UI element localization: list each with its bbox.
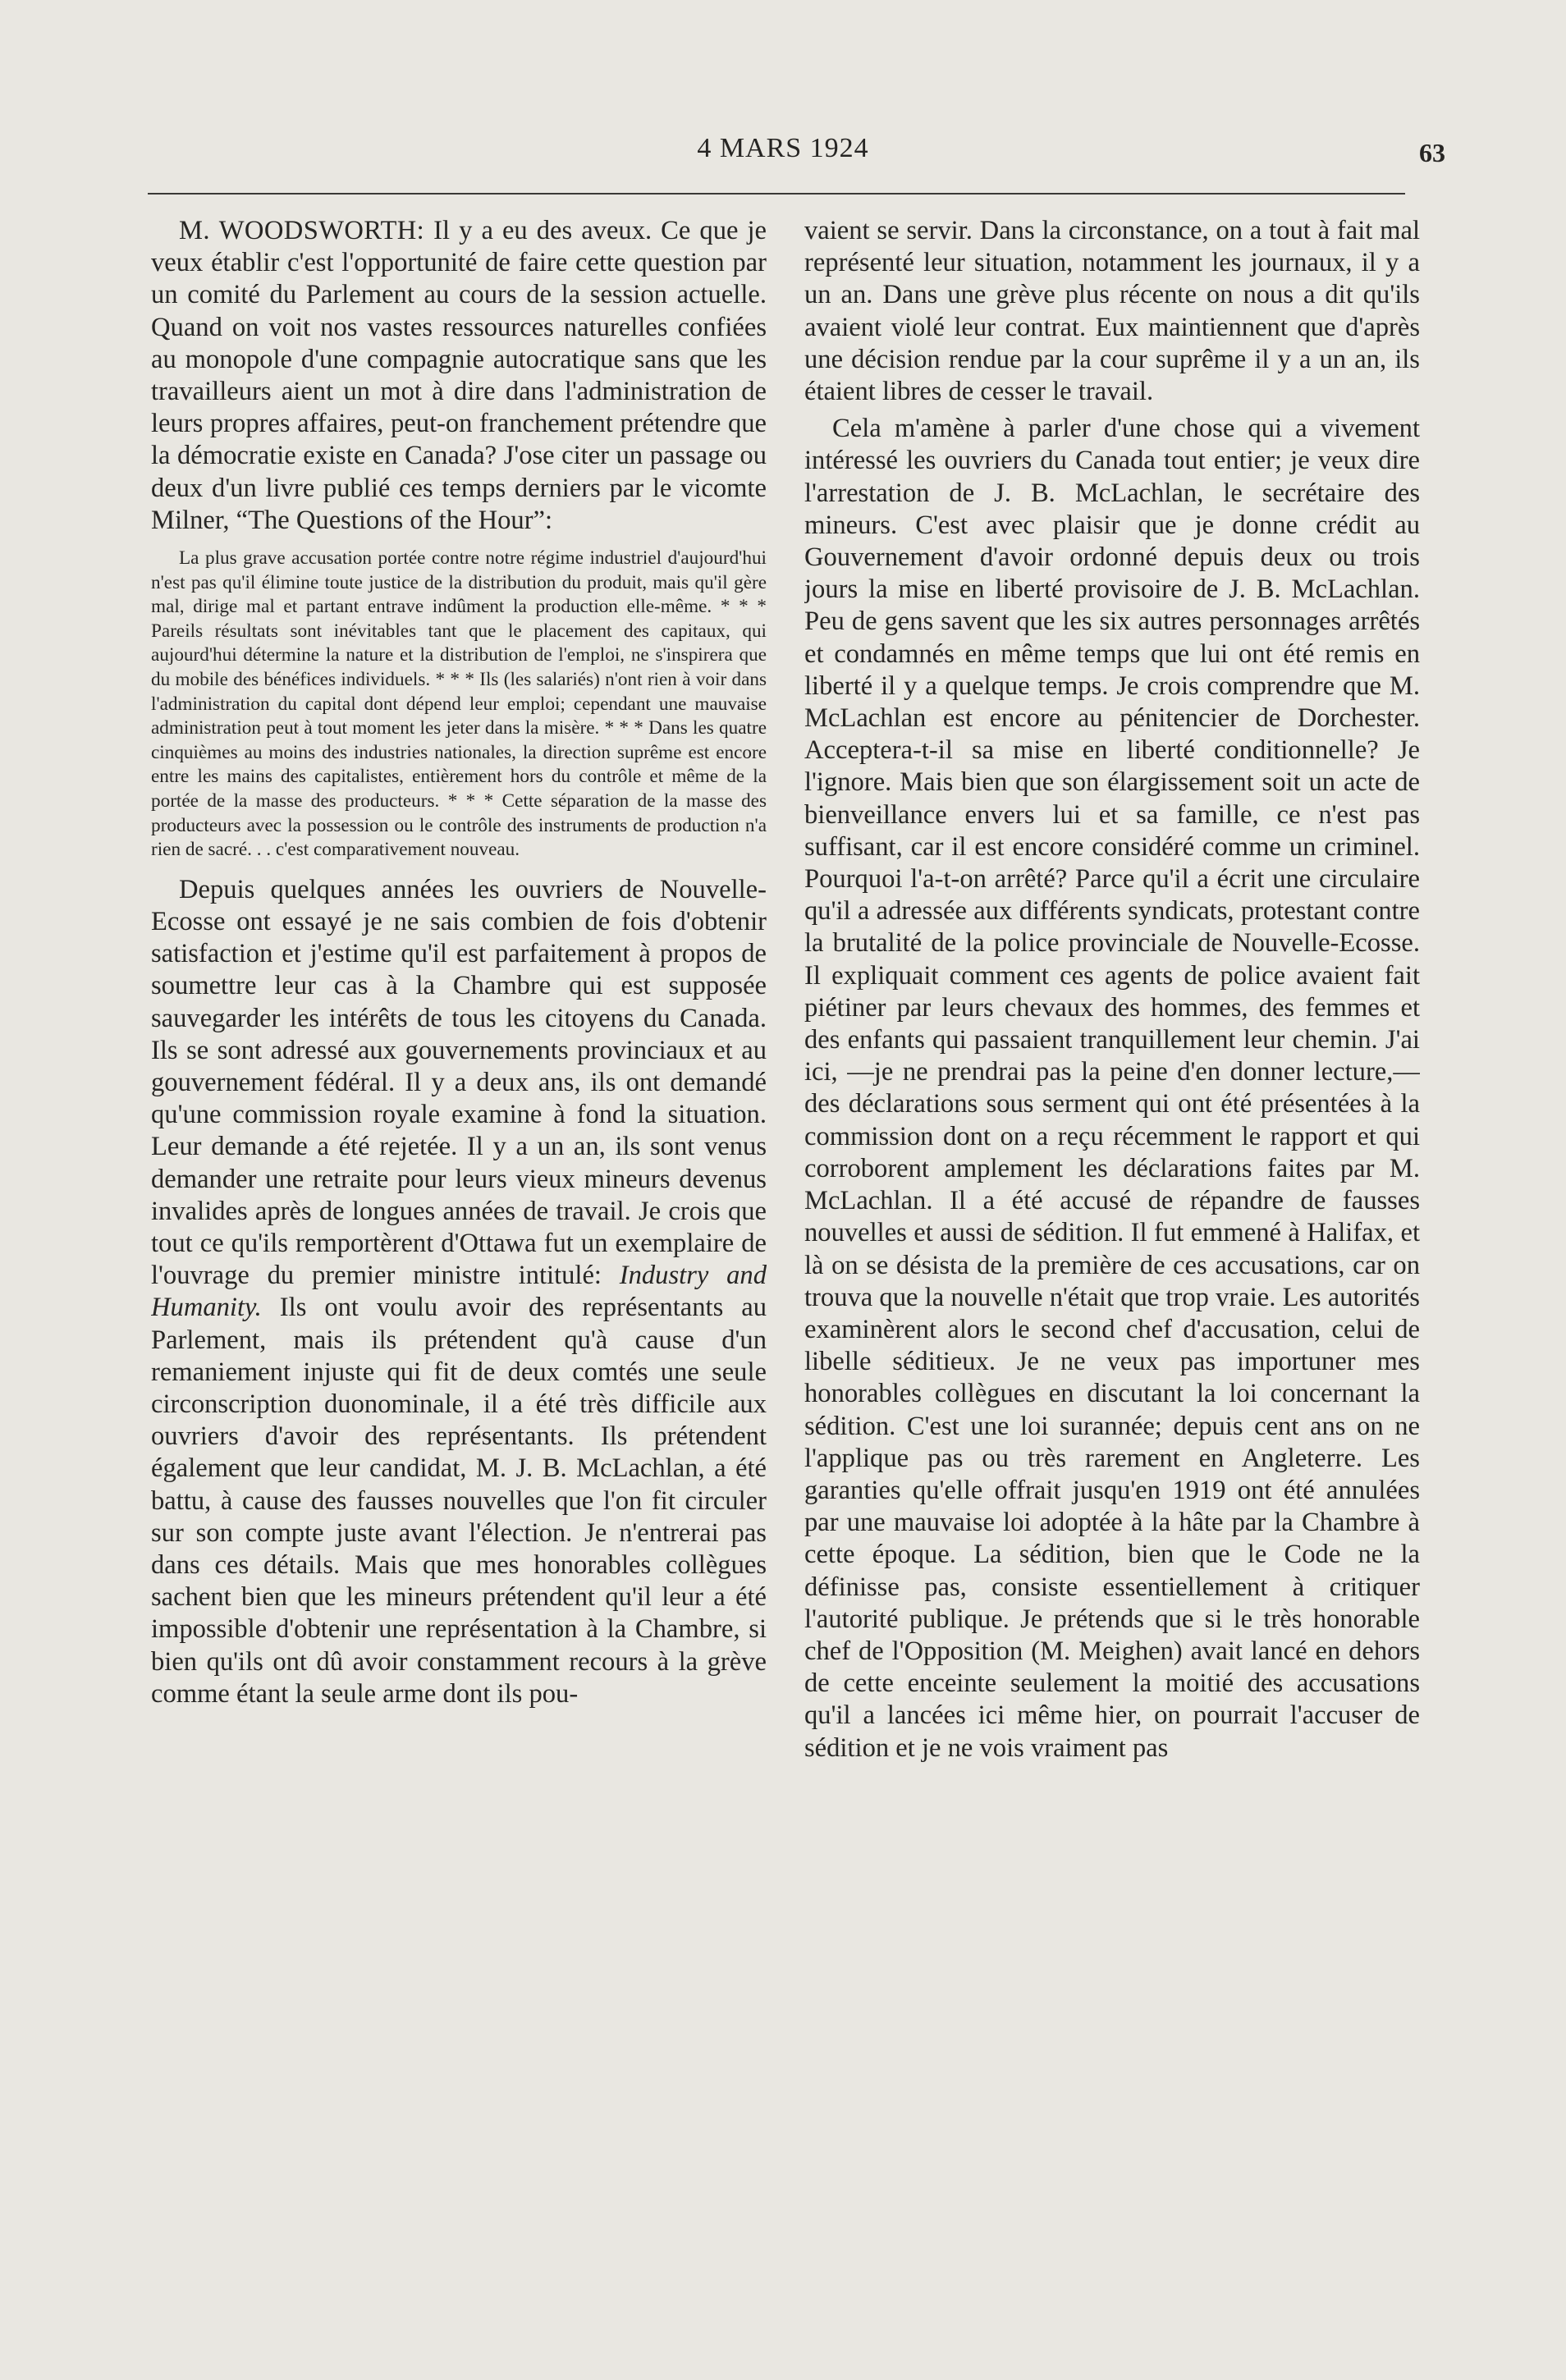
page-date: 4 MARS 1924 <box>697 133 869 163</box>
speech-paragraph: Cela m'amène à parler d'une chose qui a vivement intéressé les ouvriers du Canada tout entier; je veux dire l'arrestation de J. B. McLachlan, le secrétaire des mineurs. C'est avec plaisir que je donne crédit au Gouvernement d'avoir ordonné depuis deux ou trois jours la mise en liberté provisoire de J. B. McLachlan. Peu de gens savent que les six autres personnages arrêtés et condamnés en même temps que lui ont été remis en liberté il y a quelque temps. Je crois comprendre que M. McLachlan est encore au pénitencier de Dorchester. Acceptera-t-il sa mise en liberté conditionnelle? Je l'ignore. Mais bien que son élargissement soit un acte de bienveillance envers lui et sa famille, ce n'est pas suffisant, car il est encore considéré comme un criminel. Pourquoi l'a-t-on arrêté? Parce qu'il a écrit une circulaire qu'il a adressée aux différents syndicats, protestant contre la brutalité de la police provinciale de Nouvelle-Ecosse. Il expliquait comment ces agents de police avaient fait piétiner par leurs chevaux des hommes, des femmes et des enfants qui passaient tranquillement leur chemin. J'ai ici, —je ne prendrai pas la peine d'en donner lecture,—des déclarations sous serment qui ont été présentées à la commission dont on a reçu récemment le rapport et qui corroborent amplement les déclarations faites par M. McLachlan. Il a été accusé de répandre de fausses nouvelles et aussi de sédition. Il fut emmené à Halifax, et là on se désista de la première de ces accusations, car on trouva que la nouvelle n'était que trop vraie. Les autorités examinèrent alors le second chef d'accusation, celui de libelle séditieux. Je ne veux pas importuner mes honorables collègues en discutant la loi concernant la sédition. C'est une loi surannée; depuis cent ans on ne l'applique pas ou très rarement en Angleterre. Les garanties qu'elle offrait jusqu'en 1919 ont été annulées par une mauvaise loi adoptée à la hâte par la Chambre à cette époque. La sédition, bien que le Code ne la définisse pas, consiste essentiellement à critiquer l'autorité publique. Je prétends que si le très honorable chef de l'Opposition (M. Meighen) avait lancé en dehors de cette enceinte seulement la moitié des accusations qu'il a lancées ici même hier, on pourrait l'accuser de sédition et je ne vois vraiment pas <box>804 414 1420 1763</box>
speech-text: Ils ont voulu avoir des représentants au Parlement, mais ils prétendent qu'à cause d'un remaniement injuste qui fit de deux comtés une seule circonscription duonominale, il a été très difficile aux ouvriers d'avoir des représentants. Ils prétendent également que leur candidat, M. J. B. McLachlan, a été battu, à cause des fausses nouvelles que l'on fit circuler sur son compte juste avant l'élection. Je n'entrerai pas dans ces détails. Mais que mes honorables collègues sachent bien que les mineurs prétendent qu'il leur a été impossible d'obtenir une représentation à la Chambre, si bien qu'ils ont dû avoir constamment recours à la grève comme étant la seule arme dont ils pou- <box>151 1293 767 1709</box>
speaker-name: M. WOODSWORTH: <box>179 216 425 245</box>
speech-text: Depuis quelques années les ouvriers de Nouvelle-Ecosse ont essayé je ne sais combien de fois d'obtenir satisfaction et j'estime qu'il est parfaitement à propos de soumettre leur cas à la Chambre qui est supposée sauvegarder les intérêts de tous les citoyens du Canada. Ils se sont adressé aux gouvernements provinciaux et au gouvernement fédéral. Il y a deux ans, ils ont demandé qu'une commission royale examine à fond la situation. Leur demande a été rejetée. Il y a un an, ils sont venus demander une retraite pour leurs vieux mineurs devenus invalides après de longues années de travail. Je crois que tout ce qu'ils remportèrent d'Ottawa fut un exemplaire de l'ouvrage du premier ministre intitulé: <box>151 874 767 1291</box>
right-column <box>804 215 1420 2316</box>
page-number: 63 <box>1419 138 1445 167</box>
speech-paragraph <box>151 874 767 1710</box>
book-title: Industry and Humanity. <box>151 1261 767 1323</box>
speech-text: Il y a eu des aveux. Ce que je veux établir c'est l'opportunité de faire cette question par un comité du Parlement au cours de la session actuelle. Quand on voit nos vastes ressources naturelles confiées au monopole d'une compagnie autocratique sans que les travailleurs aient un mot à dire dans l'administration de leurs propres affaires, peut-on franchement prétendre que la démocratie existe en Canada? J'ose citer un passage ou deux d'un livre publié ces temps derniers par le vicomte Milner, “The Questions of the Hour”: <box>151 216 767 535</box>
speech-paragraph: vaient se servir. Dans la circonstance, on a tout à fait mal représenté leur situation, notamment les journaux, il y a un an. Dans une grève plus récente on nous a dit qu'ils avaient violé leur contrat. Eux maintiennent que d'après une décision rendue par la cour suprême il y a un an, ils étaient libres de cesser le travail. <box>804 216 1420 407</box>
header-divider <box>148 193 1405 195</box>
speech-paragraph <box>151 215 767 537</box>
block-quote: La plus grave accusation portée contre notre régime industriel d'aujourd'hui n'est pas qu'il élimine toute justice de la distribution du produit, mais qu'il gère mal, dirige mal et partant entrave indûment la production elle-même. * * * Pareils résultats sont inévitables tant que le placement des capitaux, qui aujourd'hui détermine la nature et la distribution de l'emploi, ne s'inspirera que du mobile des bénéfices individuels. * * * Ils (les salariés) n'ont rien à voir dans l'administration du capital dont dépend leur emploi; cependant une mauvaise administration peut à tout moment les jeter dans la misère. * * * Dans les quatre cinquièmes au moins des industries nationales, la direction suprême est encore entre les mains des capitalistes, entièrement hors du contrôle et même de la portée de la masse des producteurs. * * * Cette séparation de la masse des producteurs avec la possession ou le contrôle des instruments de production n'a rien de sacré. . . c'est comparativement nouveau. <box>151 547 767 861</box>
left-column <box>151 215 767 2316</box>
